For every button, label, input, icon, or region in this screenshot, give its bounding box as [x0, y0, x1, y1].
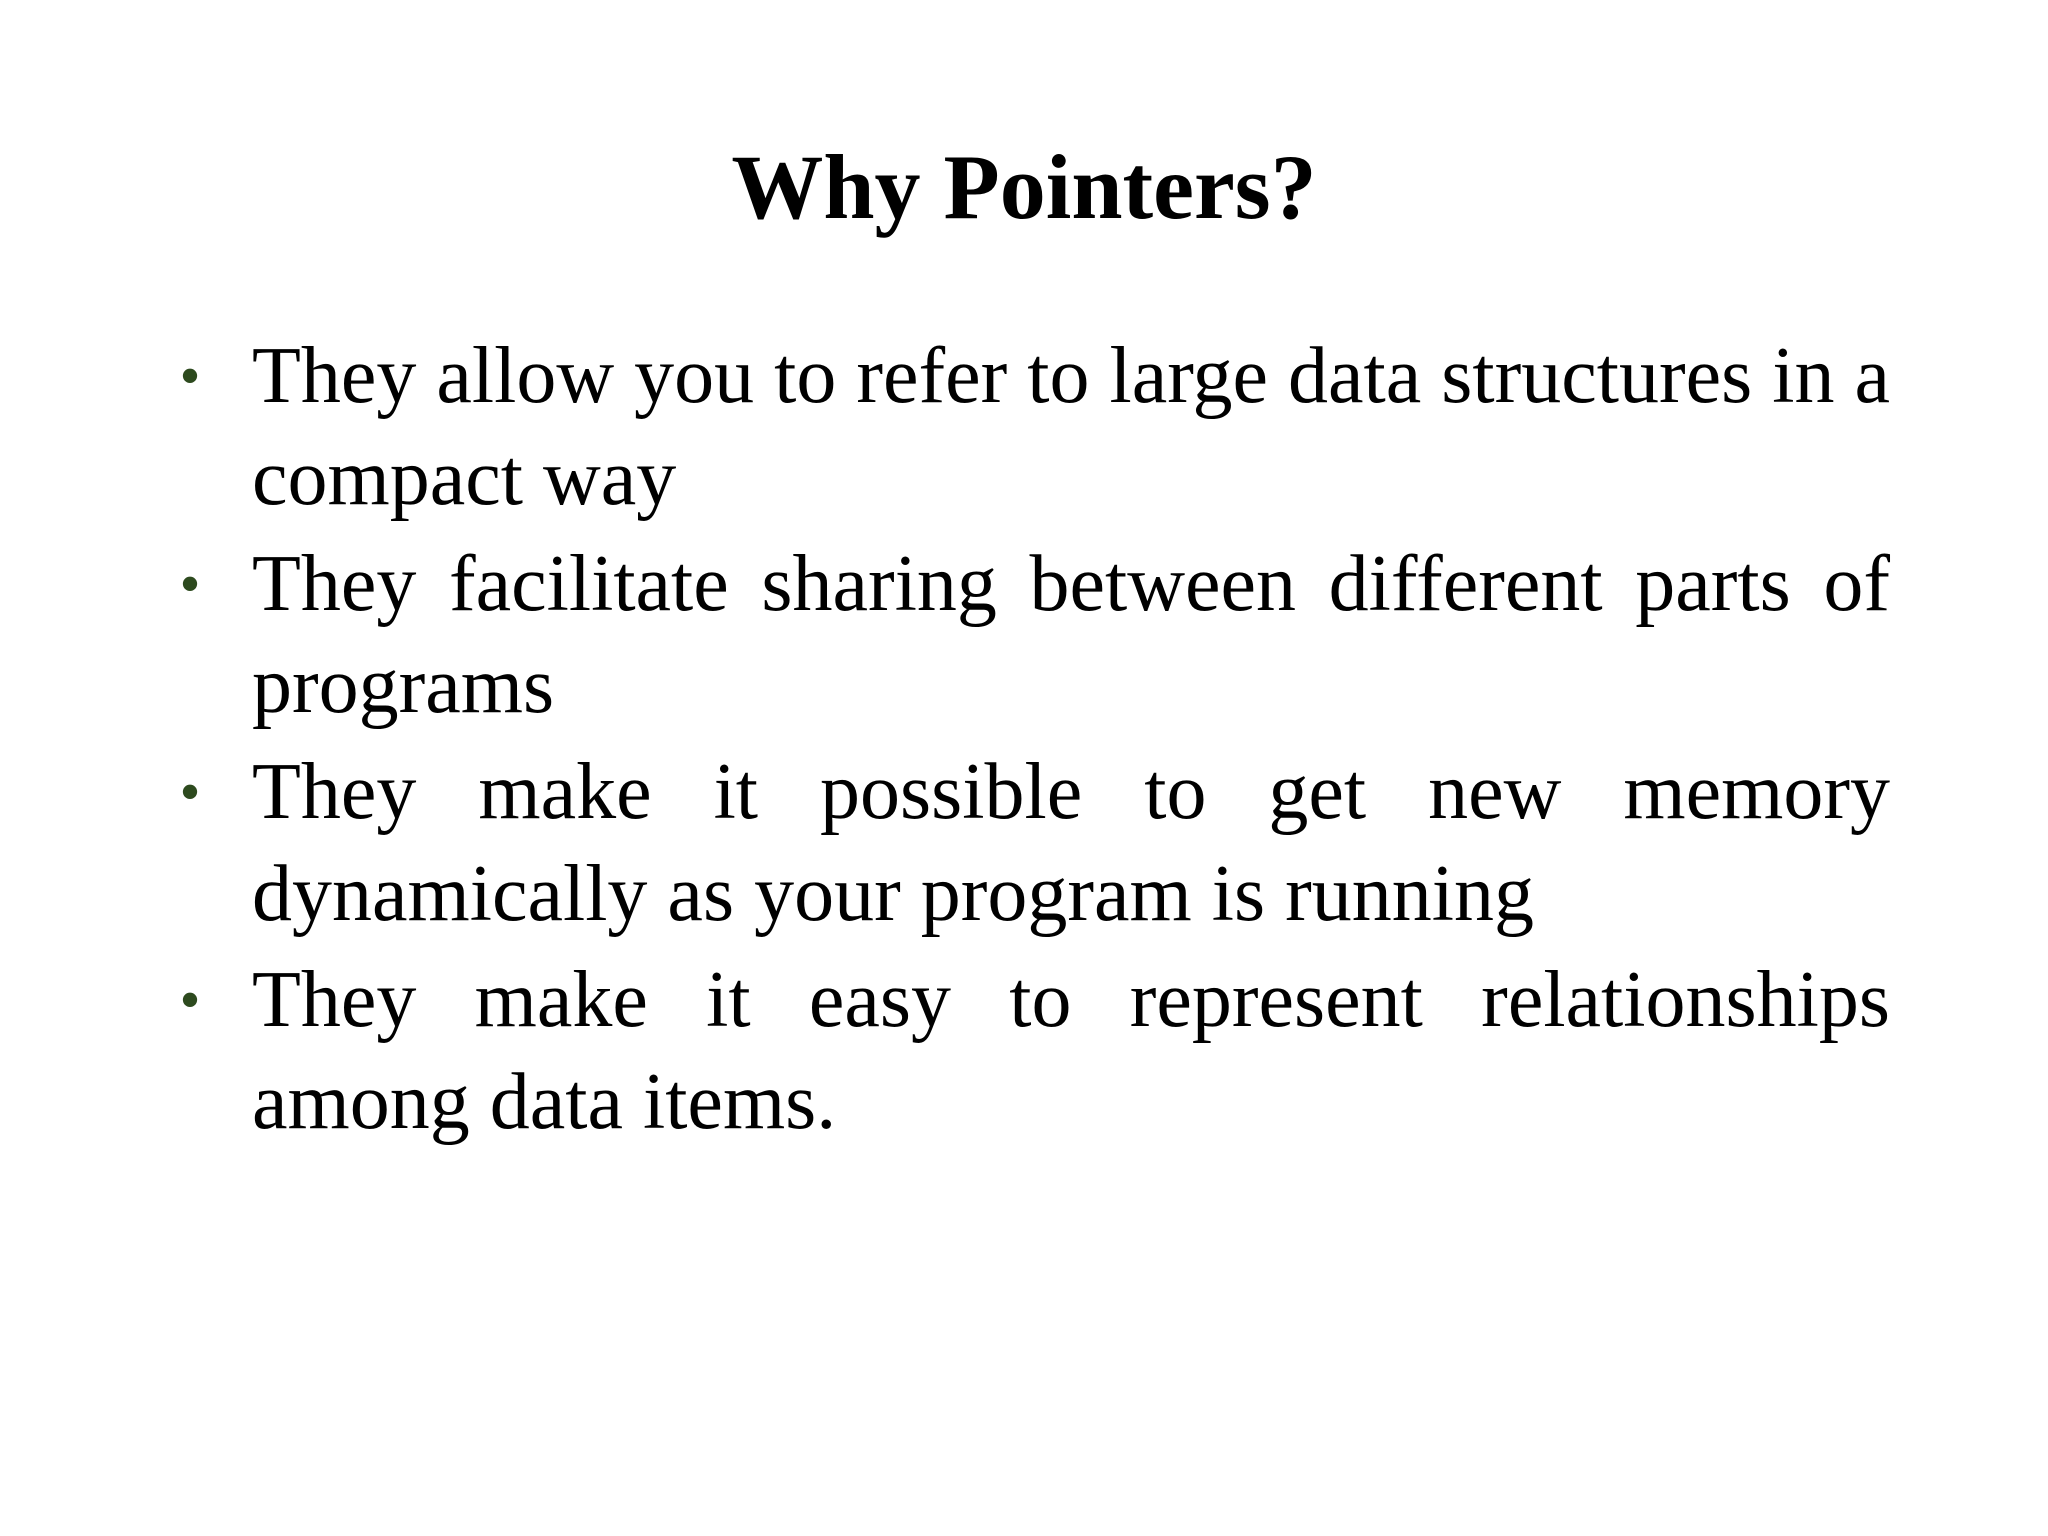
bullet-list — [170, 325, 1890, 1157]
list-item — [170, 949, 1890, 1153]
bullet-text: They make it possible to get new memory dynamically as your program is running — [252, 748, 1890, 938]
bullet-icon: • — [179, 759, 201, 825]
slide-title: Why Pointers? — [731, 136, 1317, 238]
bullet-text: They facilitate sharing between different parts of programs — [252, 540, 1890, 730]
bullet-icon: • — [179, 343, 201, 409]
bullet-icon: • — [179, 967, 201, 1033]
list-item — [170, 325, 1890, 529]
bullet-text: They allow you to refer to large data structures in a compact way — [252, 332, 1890, 522]
bullet-icon: • — [179, 551, 201, 617]
list-item — [170, 741, 1890, 945]
list-item — [170, 533, 1890, 737]
bullet-text: They make it easy to represent relationships among data items. — [252, 956, 1890, 1146]
